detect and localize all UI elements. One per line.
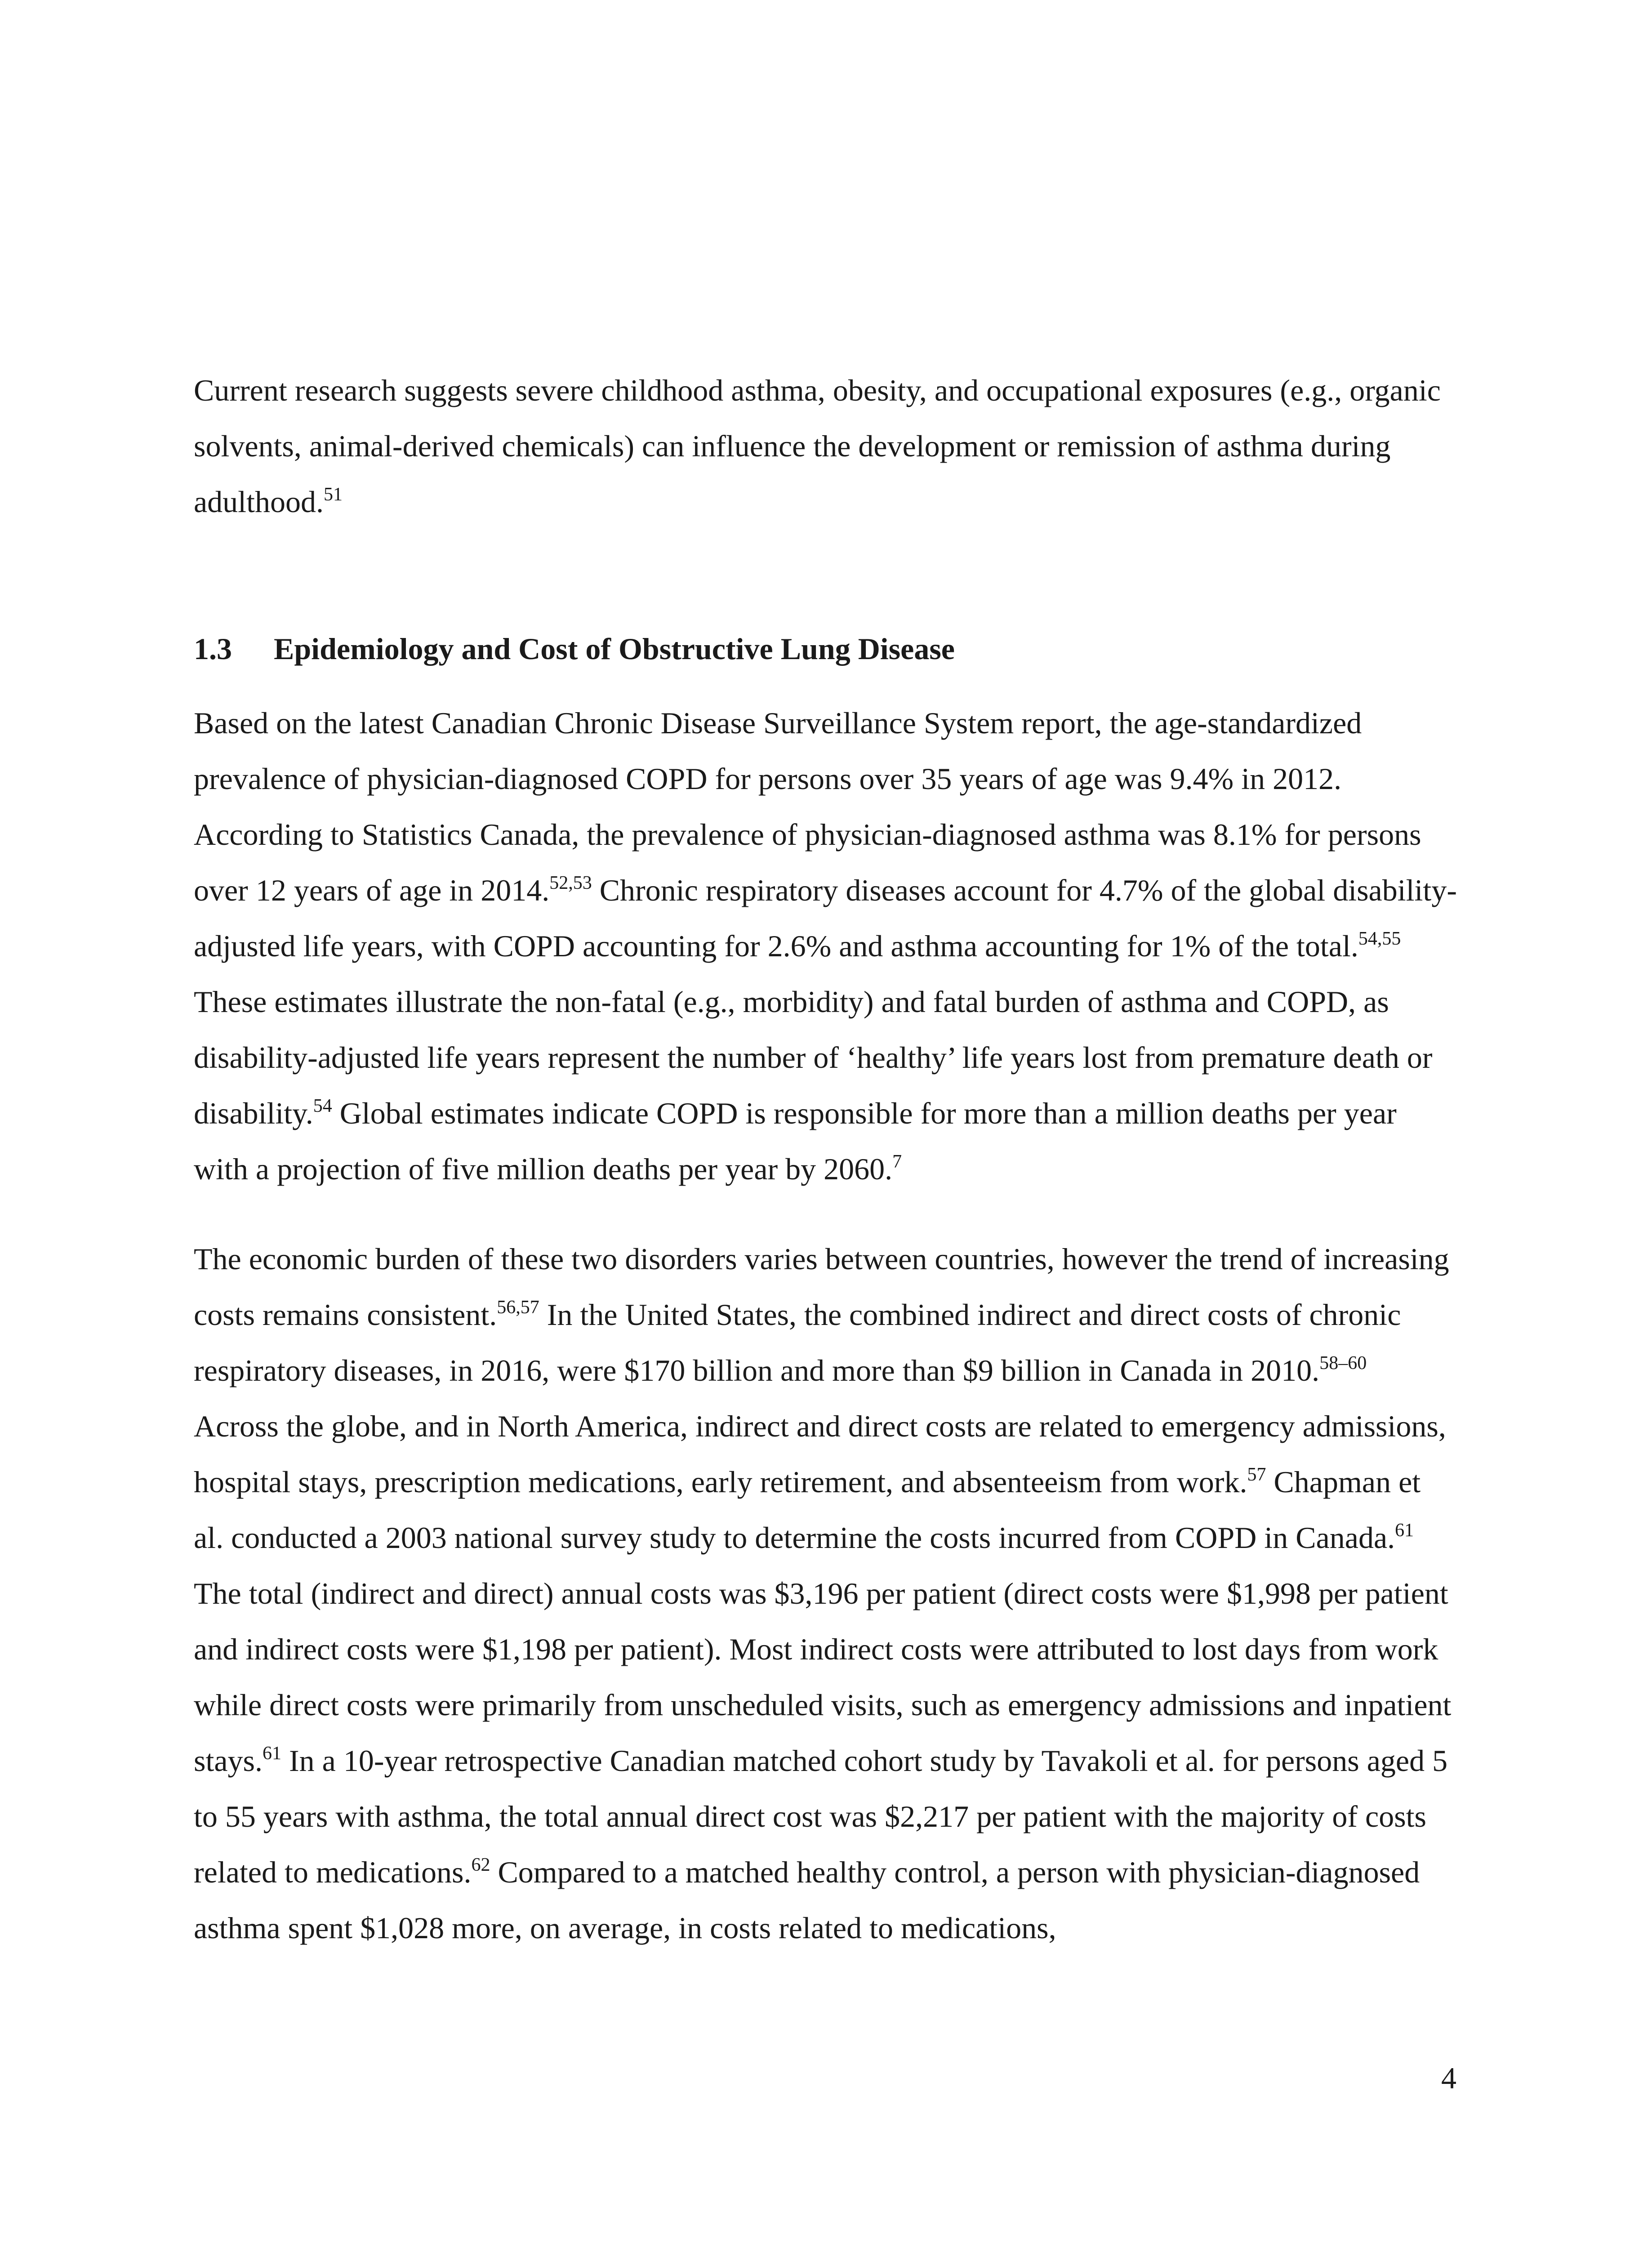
citation-superscript: 52,53 — [549, 873, 592, 893]
citation-superscript: 54 — [313, 1096, 332, 1116]
citation-superscript: 51 — [323, 484, 343, 505]
section-title: Epidemiology and Cost of Obstructive Lung Disease — [274, 632, 955, 666]
page-body — [194, 362, 1457, 1945]
epi-text-2: Chronic respiratory diseases account for 4.7% of the global disability-adjusted life years, with COPD accounting for 2.6% and asthma accounting for 1% of the total. — [194, 873, 1457, 963]
epidemiology-paragraph — [194, 695, 1457, 1197]
citation-superscript: 57 — [1247, 1464, 1266, 1485]
section-heading — [194, 621, 955, 677]
intro-text: Current research suggests severe childhood asthma, obesity, and occupational exposures (e.g., organic solvents, animal-derived chemicals) can influence the development or remission of asthma during adulthood. — [194, 373, 1441, 519]
citation-superscript: 62 — [471, 1855, 490, 1875]
econ-text-2: In the United States, the combined indirect and direct costs of chronic respiratory diseases, in 2016, were $170 billion and more than $9 billion in Canada in 2010. — [194, 1298, 1401, 1387]
page-number: 4 — [1441, 2061, 1456, 2095]
econ-text-3: Across the globe, and in North America, indirect and direct costs are related to emergency admissions, hospital stays, prescription medications, early retirement, and absenteeism from work. — [194, 1409, 1446, 1499]
econ-text-7: Compared to a matched healthy control, a person with physician-diagnosed asthma spent $1,028 more, on average, in costs related to medications, — [194, 1855, 1420, 1945]
citation-superscript: 61 — [1395, 1520, 1414, 1541]
econ-text-4: Chapman et al. conducted a 2003 national survey study to determine the costs incurred from COPD in Canada. — [194, 1465, 1421, 1555]
epi-text-3: These estimates illustrate the non-fatal (e.g., morbidity) and fatal burden of asthma and COPD, as disability-adjusted life years represent the number of ‘healthy’ life years lost from premature death or disability. — [194, 985, 1433, 1130]
econ-text-6: In a 10-year retrospective Canadian matched cohort study by Tavakoli et al. for persons aged 5 to 55 years with asthma, the total annual direct cost was $2,217 per patient with the majority of costs related to medications. — [194, 1744, 1448, 1889]
citation-superscript: 54,55 — [1358, 928, 1401, 949]
citation-superscript: 56,57 — [497, 1297, 539, 1318]
epi-text-4: Global estimates indicate COPD is responsible for more than a million deaths per year with a projection of five million deaths per year by 2060. — [194, 1096, 1397, 1186]
citation-superscript: 61 — [263, 1743, 281, 1764]
econ-text-1: The economic burden of these two disorders varies between countries, however the trend of increasing costs remains consistent. — [194, 1242, 1449, 1332]
intro-paragraph — [194, 362, 1457, 530]
epi-text-1: Based on the latest Canadian Chronic Disease Surveillance System report, the age-standardized prevalence of physician-diagnosed COPD for persons over 35 years of age was 9.4% in 2012. According to Statistics Canada, the prevalence of physician-diagnosed asthma was 8.1% for persons over 12 years of age in 2014. — [194, 706, 1421, 907]
economic-paragraph — [194, 1231, 1457, 1956]
citation-superscript: 58–60 — [1319, 1353, 1367, 1374]
section-number: 1.3 — [194, 632, 232, 666]
econ-text-5: The total (indirect and direct) annual costs was $3,196 per patient (direct costs were $1,998 per patient and indirect costs were $1,198 per patient). Most indirect costs were attributed to lost days from work while direct costs were primarily from unscheduled visits, such as emergency admissions and inpatient stays. — [194, 1576, 1452, 1778]
citation-superscript: 7 — [892, 1151, 902, 1172]
